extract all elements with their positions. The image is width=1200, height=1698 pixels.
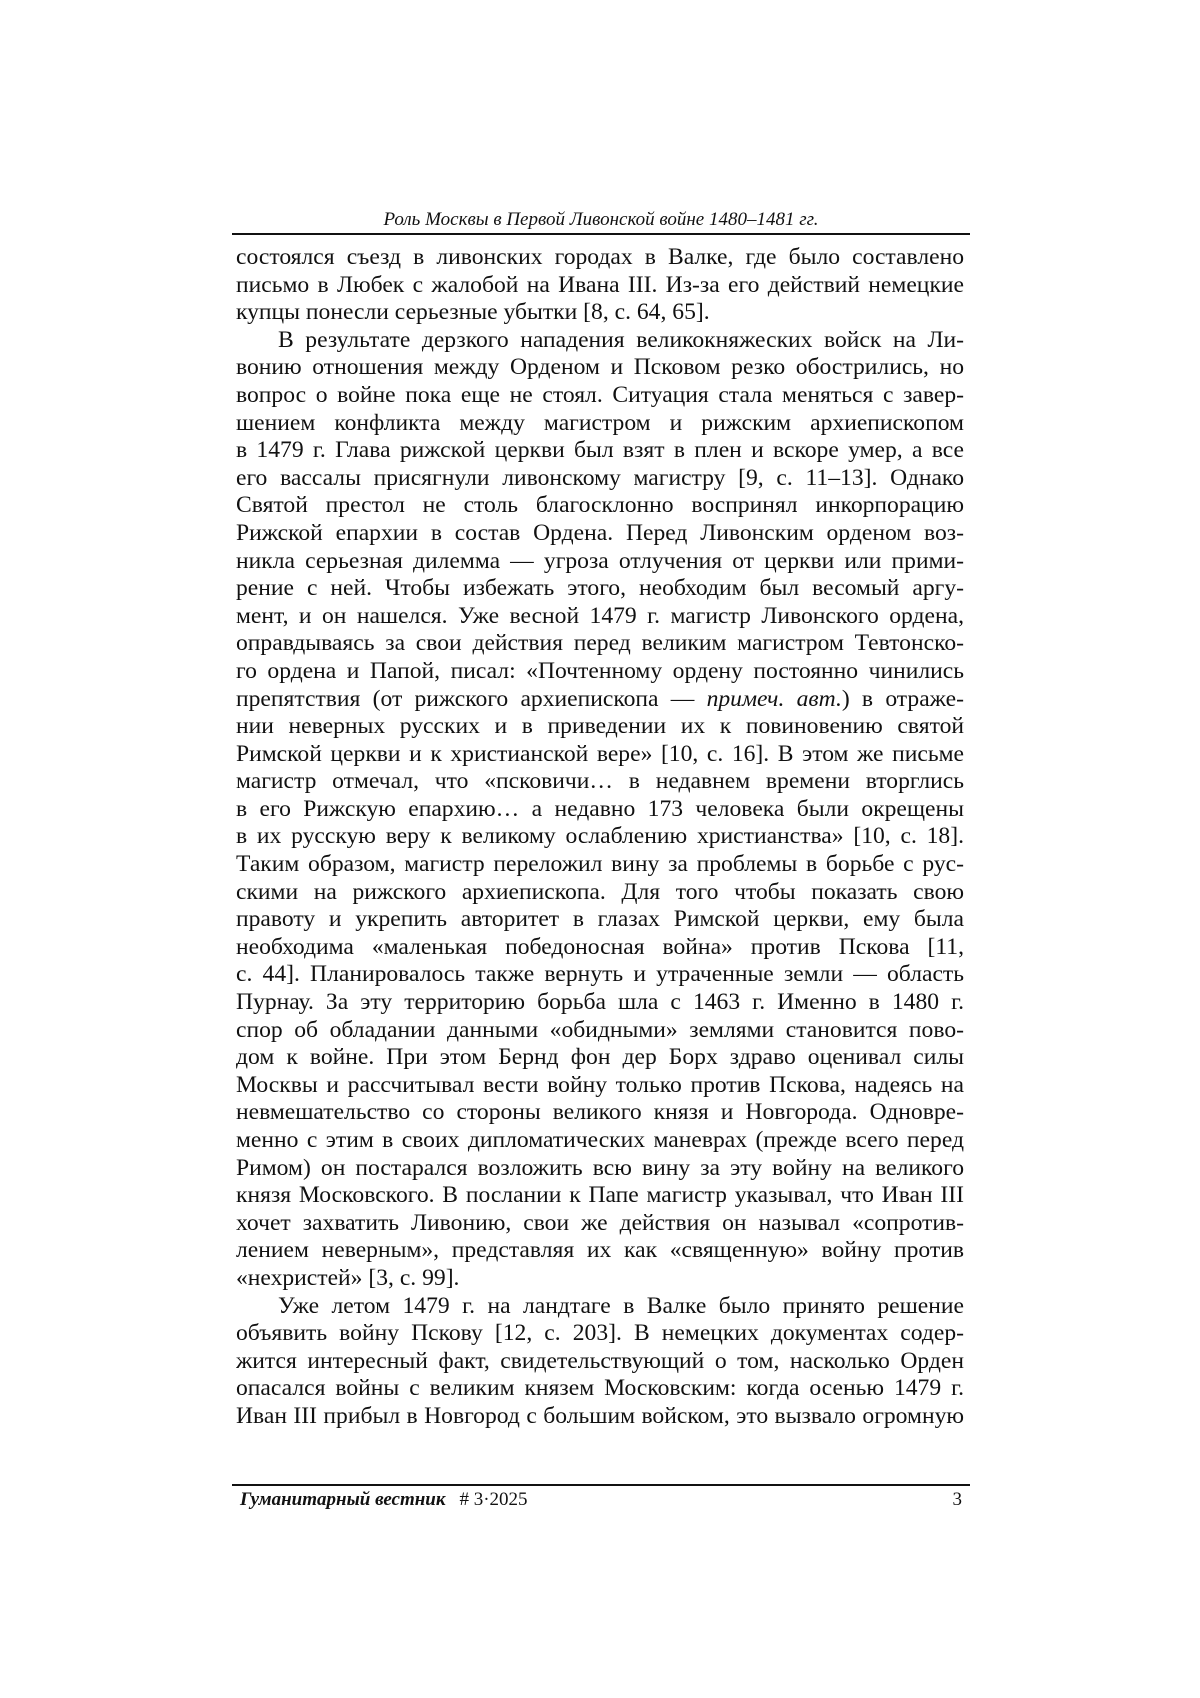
text-line: нии неверных русских и в приведении их к повиновению святой xyxy=(236,713,964,740)
text-line: менно с этим в своих дипломатических маневрах (прежде всего перед xyxy=(236,1127,964,1153)
text-line: его вассалы присягнули ливонскому магистру [9, с. 11–13]. Однако xyxy=(236,464,964,491)
text-line: шением конфликта между магистром и рижским архиепископом xyxy=(236,409,964,436)
text-line: купцы понесли серьезные убытки [8, с. 64, 65]. xyxy=(236,299,710,326)
text-line: рение с ней. Чтобы избежать этого, необходим был весомый аргу- xyxy=(236,575,964,602)
text-line: Римом) он постарался возложить всю вину за эту войну на великого xyxy=(236,1154,964,1181)
text-line xyxy=(236,686,964,714)
page-footer xyxy=(240,1486,962,1514)
text-line: князя Московского. В послании к Папе магистр указывал, что Иван III xyxy=(236,1182,964,1209)
text-line: состоялся съезд в ливонских городах в Валке, где было составлено xyxy=(236,244,964,270)
italic-note: примеч. авт. xyxy=(706,685,842,712)
text-line: хочет захватить Ливонию, свои же действия он называл «сопротив- xyxy=(236,1209,964,1236)
text-line: Римской церкви и к христианской вере» [10, с. 16]. В этом же письме xyxy=(236,740,964,767)
text-line: В результате дерзкого нападения великокняжеских войск на Ли- xyxy=(278,326,964,353)
text-line: в 1479 г. Глава рижской церкви был взят в плен и вскоре умер, а все xyxy=(236,437,964,464)
text-line: в его Рижскую епархию… а недавно 173 человека были окрещены xyxy=(236,795,964,822)
text-line: лением неверным», представляя их как «священную» войну против xyxy=(236,1237,964,1264)
text-line: спор об обладании данными «обидными» землями становится пово- xyxy=(236,1016,964,1043)
text-line: вопрос о войне пока еще не стоял. Ситуация стала меняться с завер- xyxy=(236,381,964,408)
text-line: вонию отношения между Орденом и Псковом резко обострились, но xyxy=(236,354,964,381)
text-fragment: препятствия (от рижского архиепископа — xyxy=(236,685,707,712)
text-line: Святой престол не столь благосклонно воспринял инкорпорацию xyxy=(236,492,964,519)
text-line: Уже летом 1479 г. на ландтаге в Валке было принято решение xyxy=(278,1292,964,1319)
text-line: никла серьезная дилемма — угроза отлучения от церкви или прими- xyxy=(236,547,964,574)
text-line: Таким образом, магистр переложил вину за проблемы в борьбе с рус- xyxy=(236,851,964,878)
text-line: Пурнау. За эту территорию борьба шла с 1463 г. Именно в 1480 г. xyxy=(236,989,964,1016)
text-line: дом к войне. При этом Бернд фон дер Борх здраво оценивал силы xyxy=(236,1044,964,1071)
text-line: Иван III прибыл в Новгород с большим войском, это вызвало огромную xyxy=(236,1402,964,1429)
text-line: опасался войны с великим князем Московским: когда осенью 1479 г. xyxy=(236,1375,964,1402)
text-line: Рижской епархии в состав Ордена. Перед Ливонским орденом воз- xyxy=(236,519,964,546)
text-line: скими на рижского архиепископа. Для того чтобы показать свою xyxy=(236,878,964,905)
text-line: го ордена и Папой, писал: «Почтенному ордену постоянно чинились xyxy=(236,657,964,684)
text-line: объявить войну Пскову [12, с. 203]. В немецких документах содер- xyxy=(236,1320,964,1347)
text-line: оправдываясь за свои действия перед великим магистром Тевтонско- xyxy=(236,630,964,657)
text-line: письмо в Любек с жалобой на Ивана III. Из-за его действий немецкие xyxy=(236,271,964,298)
text-fragment: ) в отраже- xyxy=(841,685,964,712)
running-header: Роль Москвы в Первой Ливонской войне 1480–1481 гг. xyxy=(383,209,819,230)
text-line: магистр отмечал, что «псковичи… в недавнем времени вторглись xyxy=(236,768,964,795)
text-line: жится интересный факт, свидетельствующий о том, насколько Орден xyxy=(236,1347,964,1374)
text-line: мент, и он нашелся. Уже весной 1479 г. магистр Ливонского ордена, xyxy=(236,602,964,629)
journal-title: Гуманитарный вестник xyxy=(240,1489,446,1510)
text-line: в их русскую веру к великому ослаблению христианства» [10, с. 18]. xyxy=(236,823,964,850)
header-rule xyxy=(232,233,970,235)
text-line: невмешательство со стороны великого князя и Новгорода. Одновре- xyxy=(236,1099,964,1126)
text-line: «нехристей» [3, с. 99]. xyxy=(236,1264,460,1291)
text-line: необходима «маленькая победоносная война» против Пскова [11, xyxy=(236,933,964,960)
page-number: 3 xyxy=(952,1489,962,1510)
text-line: с. 44]. Планировалось также вернуть и утраченные земли — область xyxy=(236,961,964,988)
text-line: правоту и укрепить авторитет в глазах Римской церкви, ему была xyxy=(236,906,964,933)
issue-number: # 3·2025 xyxy=(459,1489,528,1510)
text-line: Москвы и рассчитывал вести войну только против Пскова, надеясь на xyxy=(236,1071,964,1098)
article-body xyxy=(236,244,964,1431)
